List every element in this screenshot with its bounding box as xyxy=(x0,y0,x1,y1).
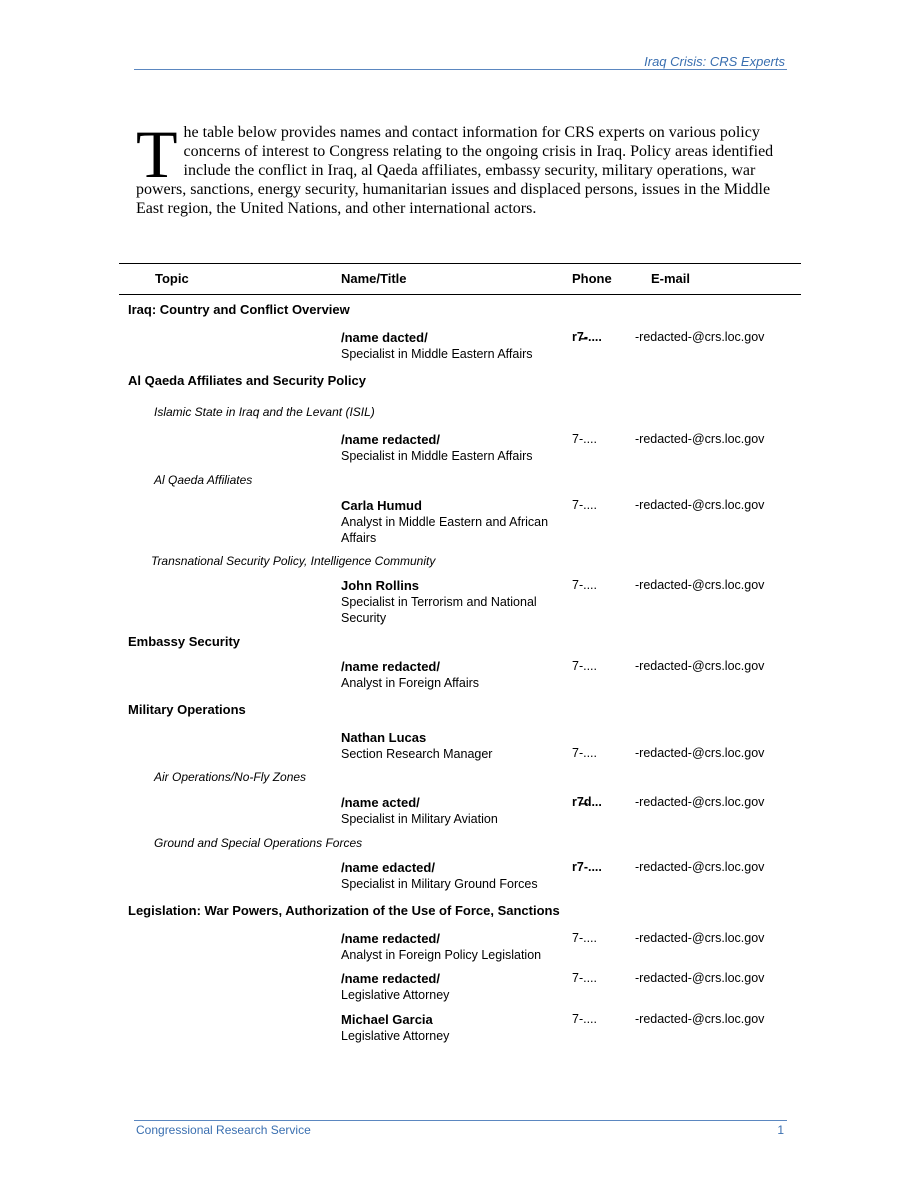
expert-email[interactable]: -redacted-@crs.loc.gov xyxy=(635,330,765,344)
expert-title: Specialist in Military Aviation xyxy=(341,812,498,826)
expert-title: Legislative Attorney xyxy=(341,988,450,1002)
footer-rule xyxy=(134,1120,787,1121)
expert-phone: 7-.... xyxy=(572,931,598,945)
expert-phone: 7-.... xyxy=(572,659,598,673)
expert-phone: 7-.... xyxy=(572,971,598,985)
expert-name: John Rollins xyxy=(341,578,419,593)
section-heading: Embassy Security xyxy=(128,634,241,649)
expert-title: Specialist in Terrorism and National Security xyxy=(341,595,537,625)
expert-email[interactable]: -redacted-@crs.loc.gov xyxy=(635,746,765,760)
column-header-topic: Topic xyxy=(155,271,189,286)
expert-name: /name redacted/ xyxy=(341,659,440,674)
expert-email[interactable]: -redacted-@crs.loc.gov xyxy=(635,971,765,985)
expert-phone: r7̶-.... xyxy=(572,330,602,344)
subtopic-label: Ground and Special Operations Forces xyxy=(154,836,363,850)
subtopic-label: Al Qaeda Affiliates xyxy=(154,473,253,487)
footer-organization: Congressional Research Service xyxy=(136,1123,311,1137)
expert-email[interactable]: -redacted-@crs.loc.gov xyxy=(635,578,765,592)
expert-phone: 7-.... xyxy=(572,578,598,592)
expert-name: /name acted/ xyxy=(341,795,420,810)
expert-title: Analyst in Foreign Policy Legislation xyxy=(341,948,542,962)
expert-name: /name dacted/ xyxy=(341,330,428,345)
expert-phone: 7-.... xyxy=(572,498,598,512)
column-header-phone: Phone xyxy=(572,271,612,286)
section-heading: Military Operations xyxy=(128,702,246,717)
expert-name: /name redacted/ xyxy=(341,971,440,986)
expert-phone: r7̶d... xyxy=(572,795,602,809)
expert-name: Carla Humud xyxy=(341,498,422,513)
expert-title: Section Research Manager xyxy=(341,747,493,761)
expert-title: Specialist in Middle Eastern Affairs xyxy=(341,449,533,463)
subtopic-label: Islamic State in Iraq and the Levant (ISIL) xyxy=(154,405,375,419)
expert-name: /name redacted/ xyxy=(341,931,440,946)
expert-email[interactable]: -redacted-@crs.loc.gov xyxy=(635,659,765,673)
expert-phone: 7-.... xyxy=(572,1012,598,1026)
expert-email[interactable]: -redacted-@crs.loc.gov xyxy=(635,1012,765,1026)
expert-name: /name redacted/ xyxy=(341,432,440,447)
running-header-title: Iraq Crisis: CRS Experts xyxy=(644,54,785,69)
expert-title: Legislative Attorney xyxy=(341,1029,450,1043)
expert-email[interactable]: -redacted-@crs.loc.gov xyxy=(635,860,765,874)
expert-title: Analyst in Middle Eastern and African Affairs xyxy=(341,515,549,545)
expert-phone: r7-.... xyxy=(572,860,602,874)
expert-email[interactable]: -redacted-@crs.loc.gov xyxy=(635,931,765,945)
expert-phone: 7-.... xyxy=(572,746,598,760)
subtopic-label: Air Operations/No-Fly Zones xyxy=(154,770,307,784)
expert-phone: 7-.... xyxy=(572,432,598,446)
column-header-name-title: Name/Title xyxy=(341,271,407,286)
expert-title: Specialist in Middle Eastern Affairs xyxy=(341,347,533,361)
intro-text: he table below provides names and contact information for CRS experts on various policy concerns of interest to Congress relating to the ongoing crisis in Iraq. Policy areas identified include the conflict in Iraq, al Qaeda affiliates, embassy security, military operations, war powers, sanctions, energy security, humanitarian issues and displaced persons, issues in the Middle East region, the United Nations, and other international actors. xyxy=(136,124,774,217)
intro-paragraph xyxy=(136,116,782,218)
section-heading: Legislation: War Powers, Authorization of the Use of Force, Sanctions xyxy=(128,903,560,918)
page-number: 1 xyxy=(777,1123,784,1137)
expert-email[interactable]: -redacted-@crs.loc.gov xyxy=(635,795,765,809)
expert-title: Analyst in Foreign Affairs xyxy=(341,676,480,690)
drop-cap: T xyxy=(136,116,178,192)
section-heading: Al Qaeda Affiliates and Security Policy xyxy=(128,373,366,388)
subtopic-label: Transnational Security Policy, Intelligence Community xyxy=(151,554,436,568)
table-top-rule xyxy=(119,263,801,264)
expert-name: /name edacted/ xyxy=(341,860,435,875)
experts-table xyxy=(119,263,801,1053)
section-heading: Iraq: Country and Conflict Overview xyxy=(128,302,350,317)
column-header-email: E-mail xyxy=(651,271,691,286)
expert-title: Specialist in Military Ground Forces xyxy=(341,877,538,891)
expert-email[interactable]: -redacted-@crs.loc.gov xyxy=(635,432,765,446)
expert-name: Nathan Lucas xyxy=(341,730,427,745)
expert-email[interactable]: -redacted-@crs.loc.gov xyxy=(635,498,765,512)
table-header-rule xyxy=(119,294,801,295)
expert-name: Michael Garcia xyxy=(341,1012,433,1027)
header-rule xyxy=(134,69,787,70)
